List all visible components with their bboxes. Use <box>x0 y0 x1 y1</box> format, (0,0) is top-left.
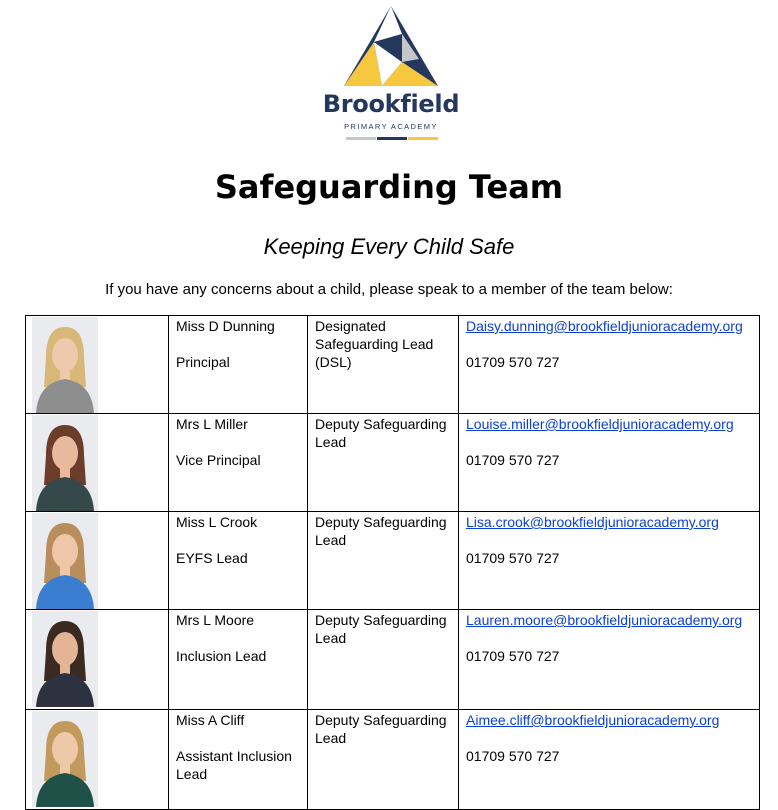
safeguarding-role: Deputy Safeguarding Lead <box>315 416 447 450</box>
email-link[interactable]: Aimee.cliff@brookfieldjunioracademy.org <box>466 712 720 728</box>
staff-name: Miss D Dunning <box>176 318 275 334</box>
photo-cell <box>26 512 169 610</box>
name-cell <box>169 610 308 710</box>
academy-logo <box>316 4 466 144</box>
email-link[interactable]: Louise.miller@brookfieldjunioracademy.org <box>466 416 734 432</box>
logo-bar-navy <box>377 137 407 140</box>
portrait-photo-icon <box>32 711 98 807</box>
staff-position: Inclusion Lead <box>176 648 267 664</box>
table-row <box>26 316 760 414</box>
contact-cell <box>459 710 760 810</box>
phone-number: 01709 570 727 <box>466 550 560 566</box>
role-cell <box>308 316 459 414</box>
staff-photo <box>32 415 98 511</box>
staff-name: Miss A Cliff <box>176 712 245 728</box>
role-cell <box>308 414 459 512</box>
role-cell <box>308 610 459 710</box>
photo-cell <box>26 316 169 414</box>
staff-name: Mrs L Miller <box>176 416 248 432</box>
staff-photo <box>32 513 98 609</box>
email-link[interactable]: Lauren.moore@brookfieldjunioracademy.org <box>466 612 743 628</box>
table-row <box>26 512 760 610</box>
portrait-photo-icon <box>32 513 98 609</box>
table-row <box>26 414 760 512</box>
staff-name: Miss L Crook <box>176 514 258 530</box>
role-cell <box>308 710 459 810</box>
portrait-photo-icon <box>32 611 98 707</box>
staff-position: EYFS Lead <box>176 550 248 566</box>
staff-photo <box>32 711 98 807</box>
portrait-photo-icon <box>32 415 98 511</box>
staff-position: Principal <box>176 354 230 370</box>
logo-tagline: PRIMARY ACADEMY <box>344 122 438 131</box>
contact-cell <box>459 512 760 610</box>
phone-number: 01709 570 727 <box>466 452 560 468</box>
table-row <box>26 710 760 810</box>
name-cell <box>169 512 308 610</box>
photo-cell <box>26 710 169 810</box>
safeguarding-role: Designated Safeguarding Lead (DSL) <box>315 318 434 370</box>
safeguarding-role: Deputy Safeguarding Lead <box>315 712 447 746</box>
logo-triangle-icon <box>344 4 438 88</box>
role-cell <box>308 512 459 610</box>
photo-cell <box>26 414 169 512</box>
contact-cell <box>459 610 760 710</box>
photo-cell <box>26 610 169 710</box>
safeguarding-role: Deputy Safeguarding Lead <box>315 612 447 646</box>
contact-cell <box>459 316 760 414</box>
phone-number: 01709 570 727 <box>466 648 560 664</box>
staff-name: Mrs L Moore <box>176 612 255 628</box>
staff-position: Vice Principal <box>176 452 261 468</box>
logo-bar-grey <box>346 137 376 140</box>
name-cell <box>169 710 308 810</box>
table-row <box>26 610 760 710</box>
staff-photo <box>32 317 98 413</box>
page-title: Safeguarding Team <box>214 168 564 206</box>
contact-cell <box>459 414 760 512</box>
name-cell <box>169 316 308 414</box>
staff-position: Assistant Inclusion Lead <box>176 748 292 782</box>
name-cell <box>169 414 308 512</box>
email-link[interactable]: Daisy.dunning@brookfieldjunioracademy.org <box>466 318 743 334</box>
phone-number: 01709 570 727 <box>466 748 560 764</box>
staff-photo <box>32 611 98 707</box>
intro-text: If you have any concerns about a child, please speak to a member of the team below: <box>105 281 673 298</box>
logo-bar-yellow <box>408 137 438 140</box>
safeguarding-role: Deputy Safeguarding Lead <box>315 514 447 548</box>
phone-number: 01709 570 727 <box>466 354 560 370</box>
portrait-photo-icon <box>32 317 98 413</box>
email-link[interactable]: Lisa.crook@brookfieldjunioracademy.org <box>466 514 719 530</box>
safeguarding-team-table <box>25 315 760 810</box>
logo-wordmark: Brookfield <box>322 90 460 118</box>
page-subtitle: Keeping Every Child Safe <box>263 234 515 259</box>
